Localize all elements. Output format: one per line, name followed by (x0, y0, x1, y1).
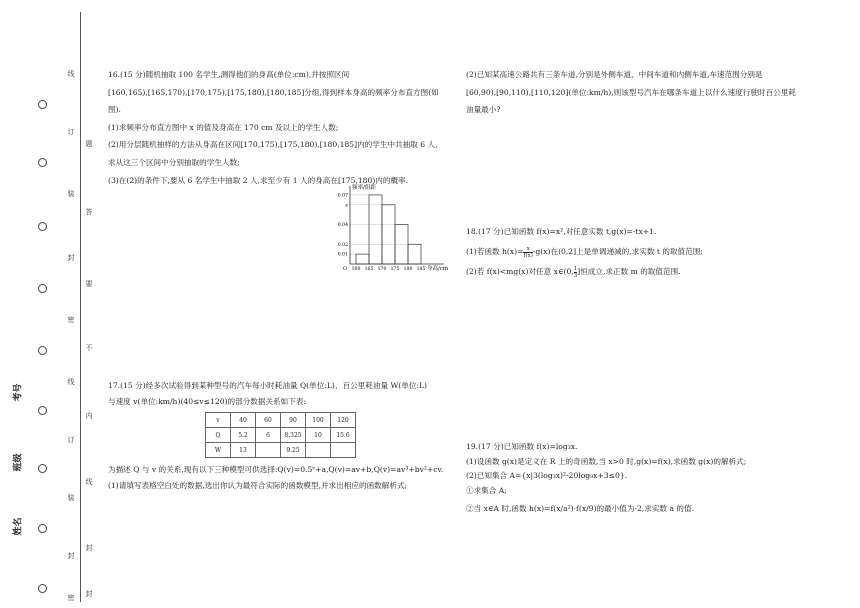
gutter-char: 装 (67, 494, 75, 502)
table-cell: 6 (256, 428, 281, 443)
y-tick-label: 0.02 (337, 242, 348, 248)
question-17 (108, 378, 458, 410)
table-row (206, 443, 356, 458)
q16-text: [160,165),[165,170),[170,175),[175,180),[180,185]分组,得到样本身高的频率分布直方图(如 (108, 87, 439, 97)
fraction: $\frac{x}{f(x)}$ (523, 245, 533, 259)
q19-text: 19.(17 分)已知函数 f(x)=log₃x. (466, 442, 578, 451)
q17-part2-text: (2)已知某高速公路共有三条车道,分别是外侧车道、中间车道和内侧车道,车速范围分别是 (466, 70, 763, 79)
gutter-char: 密 (67, 316, 75, 324)
table-cell: 60 (256, 413, 281, 428)
q19-part2-2: ②当 x∈A 时,函数 h(x)=f(x/a²)·f(x/9)的最小值为-2,求实数 a 的值. (466, 504, 695, 513)
question-17-part2 (466, 66, 806, 119)
table-cell: 120 (331, 413, 356, 428)
x-tick-label: 180 (403, 267, 413, 272)
q19-part1: (1)设函数 g(x)是定义在 R 上的奇函数,当 x>0 时,g(x)=f(x),求函数 g(x)的解析式; (466, 456, 747, 466)
histogram-ylabel: 频率/组距 (352, 185, 376, 191)
gutter-note-char: 题 (85, 140, 93, 148)
q17-part2-text: [60,90),[90,110),[110,120](单位:km/h),则该型号汽车在哪条车道上以什么速度行驶时百公里耗 (466, 87, 796, 97)
gutter-note-char: 封 (85, 544, 93, 552)
gutter-char: 订 (67, 128, 75, 136)
fraction: $\frac{1}{3}$ (573, 265, 578, 279)
histogram-bar (382, 205, 395, 264)
binding-hole (38, 222, 47, 231)
binding-hole (38, 524, 47, 533)
table-row (206, 428, 356, 443)
table-cell: 90 (281, 413, 306, 428)
gutter-char: 密 (67, 594, 75, 602)
histogram-bar (356, 254, 369, 264)
speed-fuel-table (205, 412, 356, 458)
histogram-xlabel: 身高/cm (427, 266, 449, 272)
gutter-note-char: 线 (85, 478, 93, 486)
gutter-char: 封 (67, 552, 75, 560)
x-tick-label: 165 (364, 267, 374, 272)
q17-models: 为描述 Q 与 v 的关系,现有以下三种模型可供选择:Q(v)=0.5ᵛ+a,Q(v)=av+b,Q(v)=av³+bv²+cv. (108, 465, 444, 474)
q16-part2: (2)用分层随机抽样的方法从身高在区间[170,175),[175,180),[180,185]内的学生中共抽取 6 人, (108, 140, 438, 150)
question-18 (466, 222, 703, 282)
binding-hole (38, 100, 47, 109)
y-tick-label: 0.04 (337, 223, 348, 229)
table-row (206, 413, 356, 428)
q18-text: 18.(17 分)已知函数 f(x)=x²,对任意实数 t,g(x)=-tx+1. (466, 227, 657, 236)
binding-hole (38, 406, 47, 415)
q16-text: 16.(15 分)随机抽取 100 名学生,测得他们的身高(单位:cm),并按照区间 (108, 70, 350, 79)
table-cell: 13 (231, 443, 256, 458)
y-tick-label: x (345, 203, 348, 209)
binding-hole (38, 284, 47, 293)
table-cell (331, 443, 356, 458)
question-16 (108, 66, 448, 189)
binding-line (80, 12, 81, 602)
gutter-char: 装 (67, 190, 75, 198)
table-cell: 15.6 (331, 428, 356, 443)
question-19 (466, 440, 746, 517)
table-cell (306, 443, 331, 458)
table-cell: 9.25 (281, 443, 306, 458)
q18-part1: (1)若函数 h(x)= $\frac{x}{f(x)}$ -g(x)在(0,2]上是单调递减的,求实数 t 的取值范围; (466, 245, 703, 259)
gutter-note-char: 不 (85, 344, 93, 352)
gutter-char: 线 (67, 70, 75, 78)
gutter-char: 封 (67, 254, 75, 262)
gutter-char: 线 (67, 378, 75, 386)
histogram-bar (408, 244, 421, 264)
table-cell (256, 443, 281, 458)
q16-text: 求从这三个区间中分别抽取的学生人数; (108, 157, 240, 167)
table-cell: 5.2 (231, 428, 256, 443)
x-tick-label: 175 (390, 267, 400, 272)
q19-part2-1: ①求集合 A; (466, 485, 507, 495)
table-cell: 100 (306, 413, 331, 428)
x-tick-label: 160 (351, 267, 361, 272)
q16-part3: (3)在(2)的条件下,要从 6 名学生中抽取 2 人,求至少有 1 人的身高在[175,180)内的概率. (108, 175, 409, 185)
binding-hole (38, 346, 47, 355)
histogram-bar (369, 195, 382, 264)
name-label: 姓名 (13, 517, 24, 536)
x-tick-label: 170 (377, 267, 387, 272)
q17-part1: (1)请填写表格空白处的数据,选出你认为最符合实际的函数模型,并求出相应的函数解析式; (108, 481, 408, 490)
table-cell: W (206, 443, 231, 458)
table-cell: v (206, 413, 231, 428)
q19-part2: (2)已知集合 A={x|3(log₃x)²-20log₉x+3≤0}. (466, 471, 628, 480)
binding-hole (38, 584, 47, 593)
height-histogram (320, 180, 450, 274)
gutter-note-char: 答 (85, 208, 93, 216)
q17-text: 与速度 v(单位:km/h)(40≤v≤120)的部分数据关系如下表: (108, 397, 306, 406)
gutter-note-char: 封 (85, 590, 93, 598)
histogram-axes (350, 186, 444, 264)
q17-text: 17.(15 分)经多次试验得到某种型号的汽车每小时耗油量 Q(单位:L)、百公里耗油量 W(单位:L) (108, 381, 427, 390)
binding-hole (38, 464, 47, 473)
histogram-origin: O (343, 266, 348, 272)
histogram-ticks (338, 193, 426, 272)
binding-hole (38, 158, 47, 167)
table-cell: 10 (306, 428, 331, 443)
x-tick-label: 185 (416, 267, 426, 272)
table-cell: Q (206, 428, 231, 443)
y-tick-label: 0.07 (337, 193, 348, 199)
class-label: 班级 (13, 453, 24, 472)
q17-part2-text: 油量最小? (466, 105, 501, 115)
gutter-char: 订 (67, 436, 75, 444)
y-tick-label: 0.01 (337, 252, 348, 258)
exam-number-label: 考号 (13, 383, 24, 402)
q18-part2: (2)若 f(x)<mg(x)对任意 x∈(0, $\frac{1}{3}$ ]恒成立,求正数 m 的取值范围. (466, 265, 681, 279)
binding-gutter (0, 0, 92, 608)
table-cell: 40 (231, 413, 256, 428)
gutter-note-char: 内 (85, 412, 93, 420)
histogram-bars (350, 195, 421, 264)
table-cell: 8.325 (281, 428, 306, 443)
q16-text: 图). (108, 105, 121, 115)
question-17-cont (108, 462, 458, 494)
gutter-note-char: 要 (85, 280, 93, 288)
q16-part1: (1)求频率分布直方图中 x 的值及身高在 170 cm 及以上的学生人数; (108, 122, 339, 132)
